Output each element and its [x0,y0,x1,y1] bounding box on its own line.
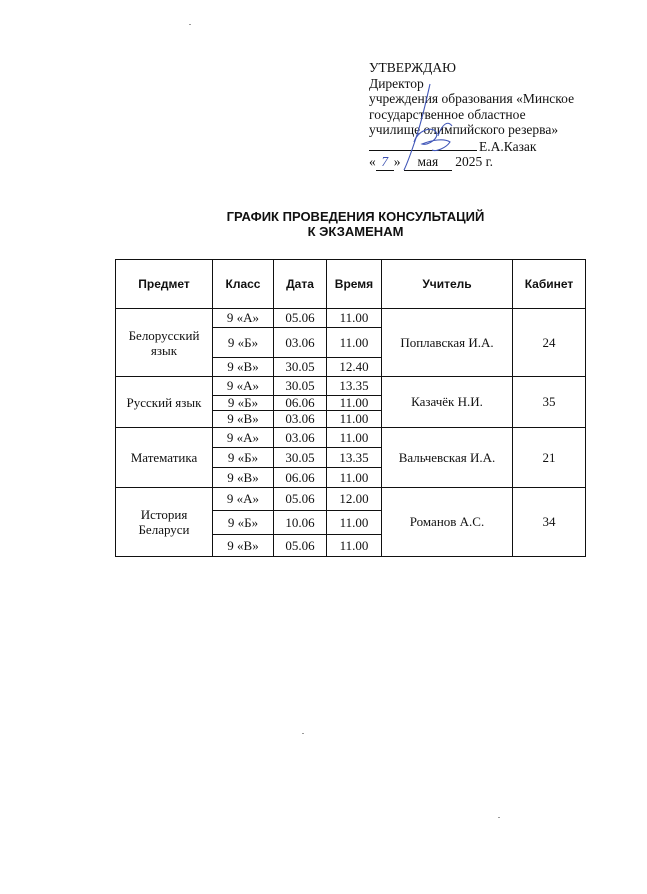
date-cell: 30.05 [274,377,327,396]
class-cell: 9 «Б» [213,396,274,411]
date-month: мая [404,154,452,171]
subject-cell: История Беларуси [116,488,213,557]
class-cell: 9 «В» [213,468,274,488]
room-cell: 21 [513,428,586,488]
class-cell: 9 «А» [213,309,274,328]
table-row [116,428,586,448]
time-cell: 12.40 [327,358,382,377]
approval-position: Директор [369,75,424,91]
header-teacher: Учитель [382,260,513,309]
date-cell: 05.06 [274,309,327,328]
class-cell: 9 «Б» [213,511,274,535]
date-cell: 30.05 [274,358,327,377]
approval-signer-line [369,138,639,155]
date-cell: 10.06 [274,511,327,535]
title-line: К ЭКЗАМЕНАМ [307,224,404,239]
subject-cell: Математика [116,428,213,488]
header-row [116,260,586,309]
time-cell: 11.00 [327,309,382,328]
approval-heading: УТВЕРЖДАЮ [369,60,457,75]
date-quote: « [369,154,376,169]
signature-blank [369,138,477,151]
time-cell: 11.00 [327,468,382,488]
scan-speck [498,817,500,818]
date-cell: 03.06 [274,428,327,448]
date-cell: 03.06 [274,411,327,428]
header-subject: Предмет [116,260,213,309]
date-cell: 06.06 [274,468,327,488]
date-year: 2025 г. [455,154,494,169]
approval-date [369,154,639,171]
table-row [116,377,586,396]
date-cell: 06.06 [274,396,327,411]
date-cell: 05.06 [274,488,327,511]
time-cell: 11.00 [327,511,382,535]
class-cell: 9 «А» [213,377,274,396]
date-quote: » [393,154,401,169]
date-cell: 30.05 [274,448,327,468]
class-cell: 9 «В» [213,358,274,377]
subject-cell: Белорусский язык [116,309,213,377]
subject-cell: Русский язык [116,377,213,428]
header-class: Класс [213,260,274,309]
time-cell: 13.35 [327,377,382,396]
time-cell: 11.00 [327,396,382,411]
approval-signer: Е.А.Казак [479,138,537,154]
class-cell: 9 «А» [213,488,274,511]
table-row [116,488,586,511]
teacher-cell: Казачёк Н.И. [382,377,513,428]
approval-org-line: государственное областное [369,106,526,122]
class-cell: 9 «Б» [213,448,274,468]
room-cell: 35 [513,377,586,428]
class-cell: 9 «Б» [213,328,274,358]
approval-org-line: учреждения образования «Минское [369,91,575,106]
header-room: Кабинет [513,260,586,309]
time-cell: 13.35 [327,448,382,468]
class-cell: 9 «А» [213,428,274,448]
table-row [116,309,586,328]
teacher-cell: Романов А.С. [382,488,513,557]
date-day: 7 [376,154,394,171]
time-cell: 11.00 [327,428,382,448]
time-cell: 11.00 [327,535,382,557]
room-cell: 24 [513,309,586,377]
time-cell: 11.00 [327,328,382,358]
class-cell: 9 «В» [213,535,274,557]
schedule-table [115,259,586,557]
time-cell: 11.00 [327,411,382,428]
scan-speck [302,733,304,734]
title-line: ГРАФИК ПРОВЕДЕНИЯ КОНСУЛЬТАЦИЙ [226,209,485,224]
room-cell: 34 [513,488,586,557]
time-cell: 12.00 [327,488,382,511]
header-time: Время [327,260,382,309]
scan-speck [189,24,191,25]
approval-org-line: училище олимпийского резерва» [369,122,559,137]
header-date: Дата [274,260,327,309]
date-cell: 05.06 [274,535,327,557]
teacher-cell: Поплавская И.А. [382,309,513,377]
class-cell: 9 «В» [213,411,274,428]
document-title [0,209,647,239]
date-cell: 03.06 [274,328,327,358]
approval-block [369,60,639,171]
teacher-cell: Вальчевская И.А. [382,428,513,488]
